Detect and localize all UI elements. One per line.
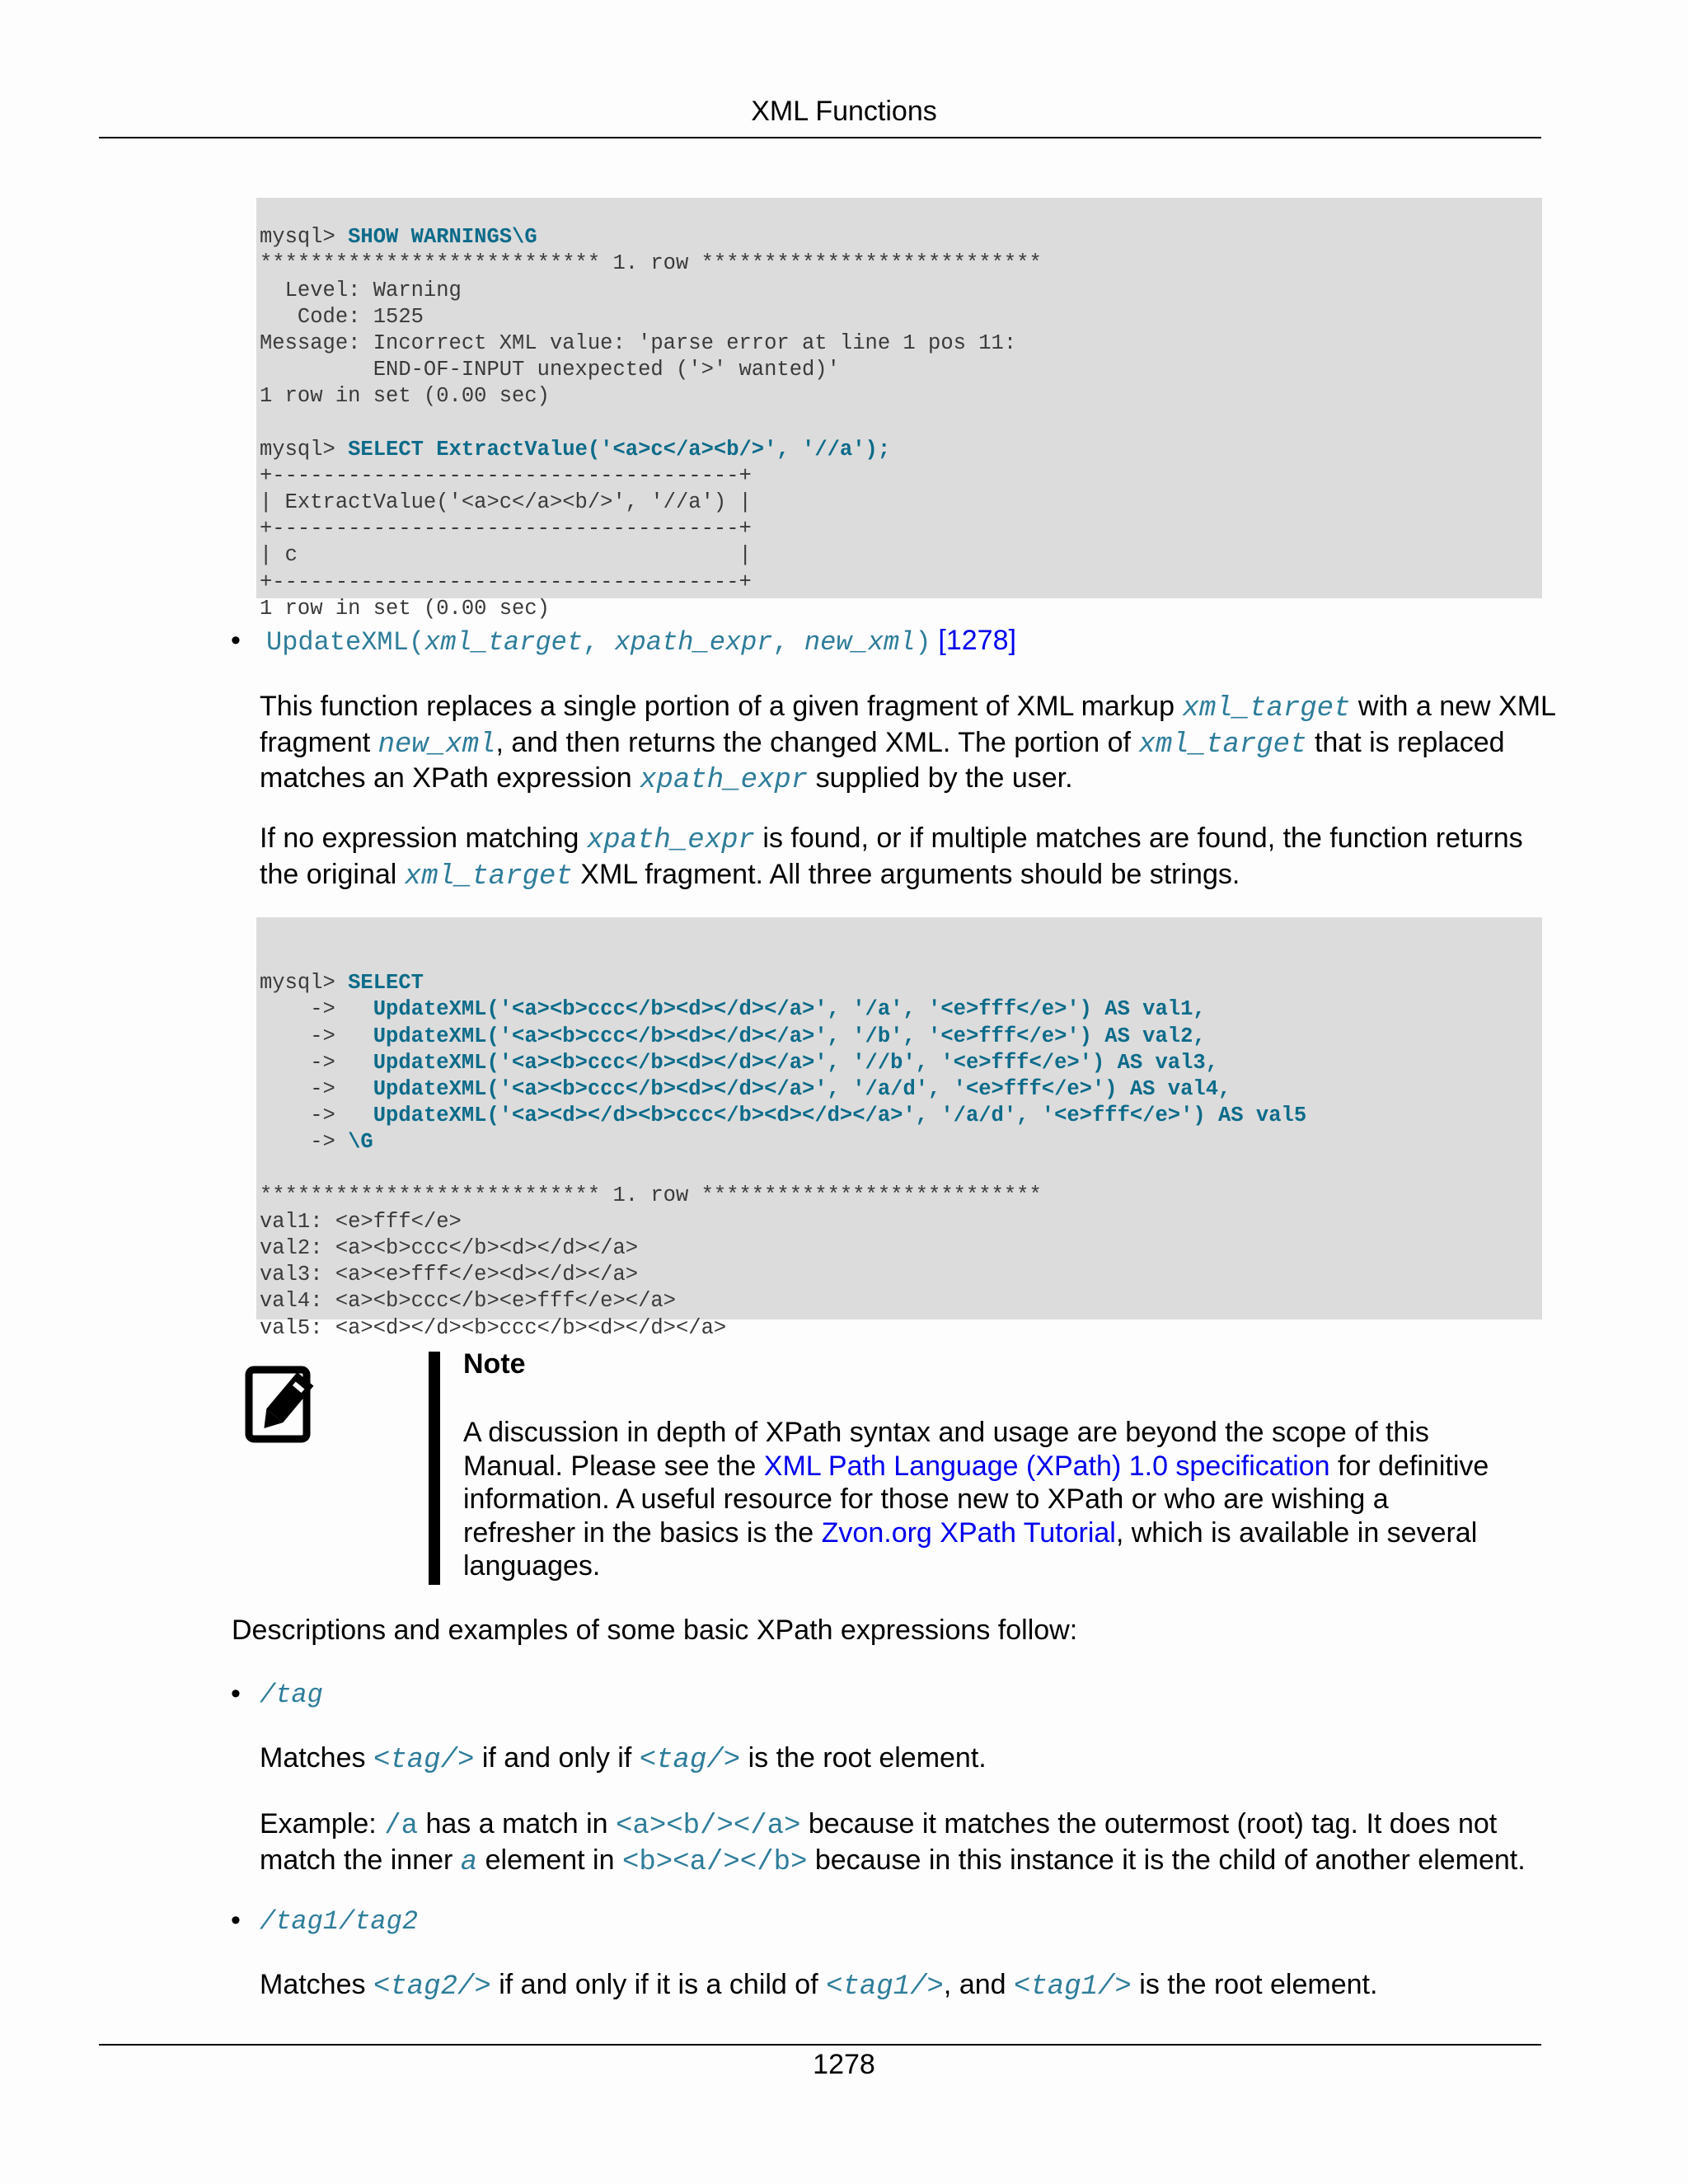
- code-line: val4: <a><b>ccc</b><e>fff</e></a>: [260, 1289, 676, 1314]
- header-rule: [99, 137, 1541, 138]
- note-body: A discussion in depth of XPath syntax and usage are beyond the scope of this Manual. Please see the XML Path Language (XPath) 1.0 specification for definitive information. A useful resource for those new to XPath or who are wishing a refresher in the basics is the Zvon.org XPath Tutorial, which is available in several languages.: [463, 1417, 1489, 1582]
- code-line: val3: <a><e>fff</e><d></d></a>: [260, 1263, 639, 1287]
- prompt: mysql>: [260, 225, 349, 250]
- xpath-spec-link[interactable]: XML Path Language (XPath) 1.0 specification: [763, 1450, 1330, 1482]
- bullet: •: [231, 1905, 241, 1936]
- note-title: Note: [463, 1348, 526, 1380]
- note-bar: [429, 1352, 440, 1585]
- code-line: [260, 437, 1542, 463]
- code-line: +-------------------------------------+: [260, 569, 752, 594]
- code-line: +-------------------------------------+: [260, 517, 752, 541]
- code-line: | ExtractValue('<a>c</a><b/>', '//a') |: [260, 490, 752, 515]
- code-line: END-OF-INPUT unexpected ('>' wanted)': [260, 358, 840, 382]
- tag-matches: Matches <tag/> if and only if <tag/> is the root element.: [260, 1742, 987, 1776]
- code-line: [260, 1156, 1542, 1183]
- code-line: [260, 224, 1542, 251]
- code-line: Code: 1525: [260, 304, 424, 329]
- code-line: [260, 410, 1542, 437]
- footer-rule: [99, 2044, 1541, 2046]
- code-line: *************************** 1. row ***************************: [260, 1183, 1042, 1207]
- code-line: -> UpdateXML('<a><b>ccc</b><d></d></a>', '/a', '<e>fff</e>') AS val1,: [260, 997, 1206, 1022]
- updatexml-paragraph-1: This function replaces a single portion of a given fragment of XML markup xml_target with a new XML fragment new_xml, and then returns the changed XML. The portion of xml_target that is replaced matches an XPath expression xpath_expr supplied by the user.: [260, 691, 1556, 796]
- term-tag: /tag: [260, 1680, 323, 1710]
- updatexml-link[interactable]: UpdateXML(xml_target, xpath_expr, new_xml): [266, 627, 931, 658]
- code-line: Level: Warning: [260, 278, 462, 302]
- code-line: -> \G: [260, 1130, 373, 1155]
- command: SHOW WARNINGS\G: [348, 225, 537, 250]
- code-line: val1: <e>fff</e>: [260, 1209, 462, 1234]
- bullet: •: [231, 1678, 241, 1709]
- code-line: 1 row in set (0.00 sec): [260, 596, 550, 621]
- code-line: *************************** 1. row ***************************: [260, 251, 1042, 276]
- code-line: 1 row in set (0.00 sec): [260, 384, 550, 409]
- code-block-warnings: [256, 198, 1542, 621]
- prompt: mysql>: [260, 437, 349, 462]
- term-tag1-tag2: /tag1/tag2: [260, 1906, 419, 1937]
- descriptions-intro: Descriptions and examples of some basic XPath expressions follow:: [232, 1615, 1078, 1646]
- code-line: -> UpdateXML('<a><d></d><b>ccc</b><d></d></a>', '/a/d', '<e>fff</e>') AS val5: [260, 1104, 1307, 1128]
- zvon-tutorial-link[interactable]: Zvon.org XPath Tutorial: [821, 1516, 1116, 1549]
- updatexml-paragraph-2: If no expression matching xpath_expr is found, or if multiple matches are found, the function returns the original xml_target XML fragment. All three arguments should be strings.: [260, 823, 1523, 893]
- bullet: •: [231, 625, 241, 656]
- code-line: Message: Incorrect XML value: 'parse error at line 1 pos 11:: [260, 330, 1017, 355]
- tag-example: Example: /a has a match in <a><b/></a> because it matches the outermost (root) tag. It does not match the inner a element in <b><a/></b> because in this instance it is the child of another element.: [260, 1808, 1526, 1878]
- command: SELECT ExtractValue('<a>c</a><b/>', '//a');: [348, 437, 891, 462]
- page-number: 1278: [813, 2049, 875, 2080]
- updatexml-heading: [266, 624, 1016, 660]
- code-line: -> UpdateXML('<a><b>ccc</b><d></d></a>', '/a/d', '<e>fff</e>') AS val4,: [260, 1076, 1231, 1101]
- page-ref-link[interactable]: [1278]: [938, 625, 1016, 656]
- code-line: -> UpdateXML('<a><b>ccc</b><d></d></a>', '//b', '<e>fff</e>') AS val3,: [260, 1050, 1219, 1075]
- code-line: +-------------------------------------+: [260, 463, 752, 488]
- running-header: XML Functions: [751, 96, 937, 127]
- note-pencil-icon: [244, 1365, 321, 1444]
- code-line: mysql> SELECT: [260, 971, 424, 996]
- code-line: val2: <a><b>ccc</b><d></d></a>: [260, 1236, 639, 1261]
- code-block-updatexml: [256, 917, 1542, 1340]
- code-line: | c |: [260, 543, 752, 568]
- tag2-matches: Matches <tag2/> if and only if it is a child of <tag1/>, and <tag1/> is the root element.: [260, 1969, 1378, 2003]
- code-line: val5: <a><d></d><b>ccc</b><d></d></a>: [260, 1315, 727, 1340]
- code-line: -> UpdateXML('<a><b>ccc</b><d></d></a>', '/b', '<e>fff</e>') AS val2,: [260, 1024, 1206, 1048]
